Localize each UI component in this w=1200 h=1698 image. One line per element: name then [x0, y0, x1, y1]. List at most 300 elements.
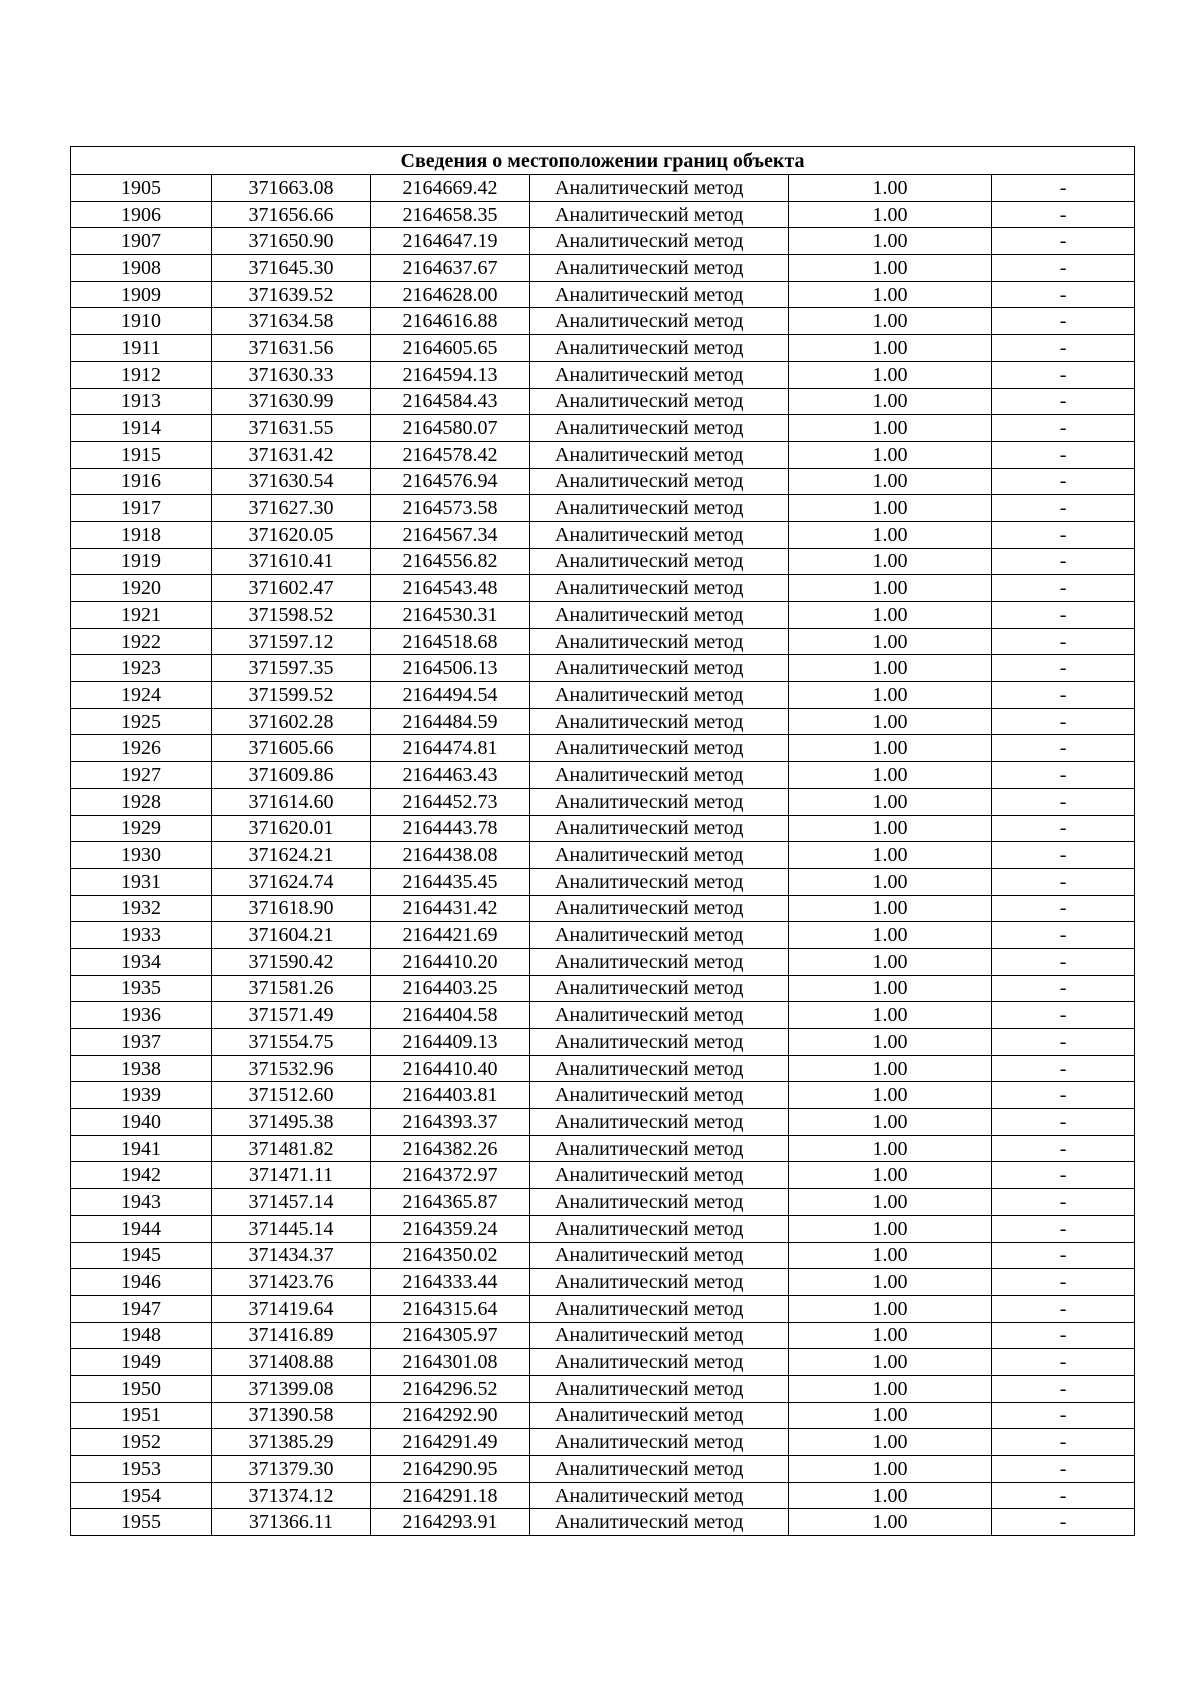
- table-row: [71, 1295, 1135, 1322]
- y-coordinate-cell: 2164350.02: [371, 1242, 530, 1269]
- accuracy-cell: 1.00: [789, 521, 992, 548]
- y-coordinate-cell: 2164291.49: [371, 1429, 530, 1456]
- accuracy-cell: 1.00: [789, 1055, 992, 1082]
- x-coordinate-cell: 371366.11: [212, 1509, 371, 1536]
- x-coordinate-cell: 371630.99: [212, 388, 371, 415]
- table-row: [71, 415, 1135, 442]
- x-coordinate-cell: 371602.47: [212, 575, 371, 602]
- method-cell: Аналитический метод: [530, 361, 789, 388]
- table-row: [71, 441, 1135, 468]
- description-cell: -: [992, 815, 1135, 842]
- method-cell: Аналитический метод: [530, 1055, 789, 1082]
- point-number-cell: 1954: [71, 1482, 212, 1509]
- description-cell: -: [992, 308, 1135, 335]
- accuracy-cell: 1.00: [789, 1135, 992, 1162]
- point-number-cell: 1909: [71, 281, 212, 308]
- accuracy-cell: 1.00: [789, 575, 992, 602]
- table-row: [71, 335, 1135, 362]
- point-number-cell: 1907: [71, 228, 212, 255]
- table-row: [71, 1162, 1135, 1189]
- y-coordinate-cell: 2164580.07: [371, 415, 530, 442]
- accuracy-cell: 1.00: [789, 1456, 992, 1483]
- x-coordinate-cell: 371423.76: [212, 1269, 371, 1296]
- point-number-cell: 1947: [71, 1295, 212, 1322]
- point-number-cell: 1923: [71, 655, 212, 682]
- y-coordinate-cell: 2164409.13: [371, 1029, 530, 1056]
- table-row: [71, 468, 1135, 495]
- point-number-cell: 1920: [71, 575, 212, 602]
- point-number-cell: 1913: [71, 388, 212, 415]
- x-coordinate-cell: 371618.90: [212, 895, 371, 922]
- table-row: [71, 575, 1135, 602]
- description-cell: -: [992, 1402, 1135, 1429]
- accuracy-cell: 1.00: [789, 175, 992, 202]
- y-coordinate-cell: 2164403.25: [371, 975, 530, 1002]
- accuracy-cell: 1.00: [789, 788, 992, 815]
- method-cell: Аналитический метод: [530, 308, 789, 335]
- accuracy-cell: 1.00: [789, 1242, 992, 1269]
- table-row: [71, 735, 1135, 762]
- accuracy-cell: 1.00: [789, 1295, 992, 1322]
- method-cell: Аналитический метод: [530, 815, 789, 842]
- y-coordinate-cell: 2164293.91: [371, 1509, 530, 1536]
- description-cell: -: [992, 1082, 1135, 1109]
- x-coordinate-cell: 371604.21: [212, 922, 371, 949]
- description-cell: -: [992, 1295, 1135, 1322]
- x-coordinate-cell: 371614.60: [212, 788, 371, 815]
- description-cell: -: [992, 1135, 1135, 1162]
- accuracy-cell: 1.00: [789, 201, 992, 228]
- accuracy-cell: 1.00: [789, 975, 992, 1002]
- method-cell: Аналитический метод: [530, 255, 789, 282]
- description-cell: -: [992, 842, 1135, 869]
- description-cell: -: [992, 868, 1135, 895]
- accuracy-cell: 1.00: [789, 441, 992, 468]
- y-coordinate-cell: 2164584.43: [371, 388, 530, 415]
- point-number-cell: 1921: [71, 602, 212, 629]
- point-number-cell: 1935: [71, 975, 212, 1002]
- method-cell: Аналитический метод: [530, 1509, 789, 1536]
- point-number-cell: 1949: [71, 1349, 212, 1376]
- y-coordinate-cell: 2164494.54: [371, 682, 530, 709]
- point-number-cell: 1908: [71, 255, 212, 282]
- point-number-cell: 1939: [71, 1082, 212, 1109]
- description-cell: -: [992, 708, 1135, 735]
- accuracy-cell: 1.00: [789, 1322, 992, 1349]
- x-coordinate-cell: 371656.66: [212, 201, 371, 228]
- description-cell: -: [992, 388, 1135, 415]
- method-cell: Аналитический метод: [530, 495, 789, 522]
- accuracy-cell: 1.00: [789, 468, 992, 495]
- point-number-cell: 1941: [71, 1135, 212, 1162]
- table-row: [71, 788, 1135, 815]
- method-cell: Аналитический метод: [530, 682, 789, 709]
- method-cell: Аналитический метод: [530, 548, 789, 575]
- y-coordinate-cell: 2164291.18: [371, 1482, 530, 1509]
- point-number-cell: 1929: [71, 815, 212, 842]
- description-cell: -: [992, 1375, 1135, 1402]
- accuracy-cell: 1.00: [789, 1429, 992, 1456]
- y-coordinate-cell: 2164292.90: [371, 1402, 530, 1429]
- accuracy-cell: 1.00: [789, 1375, 992, 1402]
- x-coordinate-cell: 371609.86: [212, 762, 371, 789]
- accuracy-cell: 1.00: [789, 1029, 992, 1056]
- point-number-cell: 1944: [71, 1215, 212, 1242]
- table-row: [71, 1456, 1135, 1483]
- accuracy-cell: 1.00: [789, 255, 992, 282]
- y-coordinate-cell: 2164658.35: [371, 201, 530, 228]
- x-coordinate-cell: 371610.41: [212, 548, 371, 575]
- method-cell: Аналитический метод: [530, 281, 789, 308]
- method-cell: Аналитический метод: [530, 948, 789, 975]
- accuracy-cell: 1.00: [789, 388, 992, 415]
- table-row: [71, 281, 1135, 308]
- method-cell: Аналитический метод: [530, 895, 789, 922]
- description-cell: -: [992, 335, 1135, 362]
- y-coordinate-cell: 2164410.40: [371, 1055, 530, 1082]
- point-number-cell: 1928: [71, 788, 212, 815]
- y-coordinate-cell: 2164452.73: [371, 788, 530, 815]
- point-number-cell: 1938: [71, 1055, 212, 1082]
- x-coordinate-cell: 371481.82: [212, 1135, 371, 1162]
- point-number-cell: 1948: [71, 1322, 212, 1349]
- x-coordinate-cell: 371390.58: [212, 1402, 371, 1429]
- description-cell: -: [992, 975, 1135, 1002]
- point-number-cell: 1937: [71, 1029, 212, 1056]
- description-cell: -: [992, 495, 1135, 522]
- accuracy-cell: 1.00: [789, 308, 992, 335]
- description-cell: -: [992, 1242, 1135, 1269]
- description-cell: -: [992, 361, 1135, 388]
- accuracy-cell: 1.00: [789, 335, 992, 362]
- description-cell: -: [992, 1029, 1135, 1056]
- point-number-cell: 1906: [71, 201, 212, 228]
- accuracy-cell: 1.00: [789, 415, 992, 442]
- method-cell: Аналитический метод: [530, 1082, 789, 1109]
- table-row: [71, 1189, 1135, 1216]
- x-coordinate-cell: 371471.11: [212, 1162, 371, 1189]
- x-coordinate-cell: 371408.88: [212, 1349, 371, 1376]
- description-cell: -: [992, 548, 1135, 575]
- description-cell: -: [992, 521, 1135, 548]
- accuracy-cell: 1.00: [789, 655, 992, 682]
- method-cell: Аналитический метод: [530, 1375, 789, 1402]
- y-coordinate-cell: 2164484.59: [371, 708, 530, 735]
- y-coordinate-cell: 2164305.97: [371, 1322, 530, 1349]
- table-row: [71, 1055, 1135, 1082]
- x-coordinate-cell: 371399.08: [212, 1375, 371, 1402]
- method-cell: Аналитический метод: [530, 521, 789, 548]
- y-coordinate-cell: 2164359.24: [371, 1215, 530, 1242]
- x-coordinate-cell: 371581.26: [212, 975, 371, 1002]
- accuracy-cell: 1.00: [789, 868, 992, 895]
- accuracy-cell: 1.00: [789, 1509, 992, 1536]
- y-coordinate-cell: 2164365.87: [371, 1189, 530, 1216]
- point-number-cell: 1914: [71, 415, 212, 442]
- y-coordinate-cell: 2164578.42: [371, 441, 530, 468]
- method-cell: Аналитический метод: [530, 468, 789, 495]
- accuracy-cell: 1.00: [789, 1269, 992, 1296]
- y-coordinate-cell: 2164573.58: [371, 495, 530, 522]
- description-cell: -: [992, 762, 1135, 789]
- table-row: [71, 1242, 1135, 1269]
- table-row: [71, 388, 1135, 415]
- method-cell: Аналитический метод: [530, 1295, 789, 1322]
- y-coordinate-cell: 2164296.52: [371, 1375, 530, 1402]
- method-cell: Аналитический метод: [530, 842, 789, 869]
- point-number-cell: 1931: [71, 868, 212, 895]
- method-cell: Аналитический метод: [530, 868, 789, 895]
- table-row: [71, 922, 1135, 949]
- y-coordinate-cell: 2164594.13: [371, 361, 530, 388]
- description-cell: -: [992, 1002, 1135, 1029]
- method-cell: Аналитический метод: [530, 1482, 789, 1509]
- x-coordinate-cell: 371639.52: [212, 281, 371, 308]
- table-row: [71, 708, 1135, 735]
- method-cell: Аналитический метод: [530, 1109, 789, 1136]
- x-coordinate-cell: 371631.42: [212, 441, 371, 468]
- point-number-cell: 1922: [71, 628, 212, 655]
- y-coordinate-cell: 2164616.88: [371, 308, 530, 335]
- x-coordinate-cell: 371374.12: [212, 1482, 371, 1509]
- point-number-cell: 1924: [71, 682, 212, 709]
- description-cell: -: [992, 1189, 1135, 1216]
- table-row: [71, 842, 1135, 869]
- method-cell: Аналитический метод: [530, 388, 789, 415]
- method-cell: Аналитический метод: [530, 175, 789, 202]
- description-cell: -: [992, 1349, 1135, 1376]
- y-coordinate-cell: 2164463.43: [371, 762, 530, 789]
- description-cell: -: [992, 602, 1135, 629]
- point-number-cell: 1934: [71, 948, 212, 975]
- method-cell: Аналитический метод: [530, 575, 789, 602]
- description-cell: -: [992, 1322, 1135, 1349]
- y-coordinate-cell: 2164403.81: [371, 1082, 530, 1109]
- method-cell: Аналитический метод: [530, 762, 789, 789]
- x-coordinate-cell: 371597.12: [212, 628, 371, 655]
- description-cell: -: [992, 1456, 1135, 1483]
- y-coordinate-cell: 2164333.44: [371, 1269, 530, 1296]
- accuracy-cell: 1.00: [789, 228, 992, 255]
- y-coordinate-cell: 2164605.65: [371, 335, 530, 362]
- y-coordinate-cell: 2164637.67: [371, 255, 530, 282]
- table-body: [71, 147, 1135, 1536]
- method-cell: Аналитический метод: [530, 735, 789, 762]
- y-coordinate-cell: 2164410.20: [371, 948, 530, 975]
- y-coordinate-cell: 2164543.48: [371, 575, 530, 602]
- method-cell: Аналитический метод: [530, 1269, 789, 1296]
- x-coordinate-cell: 371532.96: [212, 1055, 371, 1082]
- description-cell: -: [992, 228, 1135, 255]
- x-coordinate-cell: 371416.89: [212, 1322, 371, 1349]
- table-row: [71, 762, 1135, 789]
- accuracy-cell: 1.00: [789, 682, 992, 709]
- x-coordinate-cell: 371631.55: [212, 415, 371, 442]
- y-coordinate-cell: 2164669.42: [371, 175, 530, 202]
- accuracy-cell: 1.00: [789, 1109, 992, 1136]
- point-number-cell: 1952: [71, 1429, 212, 1456]
- x-coordinate-cell: 371630.54: [212, 468, 371, 495]
- table-row: [71, 1429, 1135, 1456]
- accuracy-cell: 1.00: [789, 815, 992, 842]
- point-number-cell: 1932: [71, 895, 212, 922]
- description-cell: -: [992, 1055, 1135, 1082]
- table-row: [71, 1269, 1135, 1296]
- point-number-cell: 1953: [71, 1456, 212, 1483]
- y-coordinate-cell: 2164372.97: [371, 1162, 530, 1189]
- y-coordinate-cell: 2164518.68: [371, 628, 530, 655]
- description-cell: -: [992, 1162, 1135, 1189]
- description-cell: -: [992, 735, 1135, 762]
- method-cell: Аналитический метод: [530, 628, 789, 655]
- x-coordinate-cell: 371385.29: [212, 1429, 371, 1456]
- y-coordinate-cell: 2164290.95: [371, 1456, 530, 1483]
- point-number-cell: 1911: [71, 335, 212, 362]
- point-number-cell: 1946: [71, 1269, 212, 1296]
- table-row: [71, 1082, 1135, 1109]
- x-coordinate-cell: 371590.42: [212, 948, 371, 975]
- table-row: [71, 655, 1135, 682]
- y-coordinate-cell: 2164647.19: [371, 228, 530, 255]
- description-cell: -: [992, 948, 1135, 975]
- accuracy-cell: 1.00: [789, 1349, 992, 1376]
- accuracy-cell: 1.00: [789, 1162, 992, 1189]
- point-number-cell: 1945: [71, 1242, 212, 1269]
- y-coordinate-cell: 2164421.69: [371, 922, 530, 949]
- point-number-cell: 1925: [71, 708, 212, 735]
- method-cell: Аналитический метод: [530, 1215, 789, 1242]
- description-cell: -: [992, 628, 1135, 655]
- y-coordinate-cell: 2164301.08: [371, 1349, 530, 1376]
- y-coordinate-cell: 2164435.45: [371, 868, 530, 895]
- y-coordinate-cell: 2164315.64: [371, 1295, 530, 1322]
- method-cell: Аналитический метод: [530, 1429, 789, 1456]
- x-coordinate-cell: 371512.60: [212, 1082, 371, 1109]
- table-row: [71, 1482, 1135, 1509]
- accuracy-cell: 1.00: [789, 602, 992, 629]
- x-coordinate-cell: 371495.38: [212, 1109, 371, 1136]
- table-row: [71, 255, 1135, 282]
- x-coordinate-cell: 371624.21: [212, 842, 371, 869]
- table-row: [71, 1509, 1135, 1536]
- point-number-cell: 1942: [71, 1162, 212, 1189]
- x-coordinate-cell: 371445.14: [212, 1215, 371, 1242]
- table-row: [71, 1215, 1135, 1242]
- accuracy-cell: 1.00: [789, 1189, 992, 1216]
- method-cell: Аналитический метод: [530, 708, 789, 735]
- accuracy-cell: 1.00: [789, 762, 992, 789]
- description-cell: -: [992, 415, 1135, 442]
- x-coordinate-cell: 371605.66: [212, 735, 371, 762]
- x-coordinate-cell: 371554.75: [212, 1029, 371, 1056]
- description-cell: -: [992, 1482, 1135, 1509]
- method-cell: Аналитический метод: [530, 1242, 789, 1269]
- accuracy-cell: 1.00: [789, 495, 992, 522]
- accuracy-cell: 1.00: [789, 548, 992, 575]
- accuracy-cell: 1.00: [789, 1402, 992, 1429]
- description-cell: -: [992, 255, 1135, 282]
- method-cell: Аналитический метод: [530, 335, 789, 362]
- method-cell: Аналитический метод: [530, 1322, 789, 1349]
- accuracy-cell: 1.00: [789, 842, 992, 869]
- method-cell: Аналитический метод: [530, 1162, 789, 1189]
- table-row: [71, 175, 1135, 202]
- method-cell: Аналитический метод: [530, 1456, 789, 1483]
- table-row: [71, 1029, 1135, 1056]
- y-coordinate-cell: 2164438.08: [371, 842, 530, 869]
- method-cell: Аналитический метод: [530, 922, 789, 949]
- method-cell: Аналитический метод: [530, 1349, 789, 1376]
- accuracy-cell: 1.00: [789, 361, 992, 388]
- x-coordinate-cell: 371663.08: [212, 175, 371, 202]
- method-cell: Аналитический метод: [530, 415, 789, 442]
- method-cell: Аналитический метод: [530, 1002, 789, 1029]
- table-row: [71, 1135, 1135, 1162]
- accuracy-cell: 1.00: [789, 922, 992, 949]
- x-coordinate-cell: 371419.64: [212, 1295, 371, 1322]
- point-number-cell: 1915: [71, 441, 212, 468]
- table-row: [71, 548, 1135, 575]
- method-cell: Аналитический метод: [530, 602, 789, 629]
- point-number-cell: 1916: [71, 468, 212, 495]
- x-coordinate-cell: 371597.35: [212, 655, 371, 682]
- point-number-cell: 1926: [71, 735, 212, 762]
- method-cell: Аналитический метод: [530, 228, 789, 255]
- table-row: [71, 975, 1135, 1002]
- y-coordinate-cell: 2164576.94: [371, 468, 530, 495]
- accuracy-cell: 1.00: [789, 895, 992, 922]
- point-number-cell: 1917: [71, 495, 212, 522]
- table-row: [71, 868, 1135, 895]
- x-coordinate-cell: 371571.49: [212, 1002, 371, 1029]
- table-row: [71, 1375, 1135, 1402]
- point-number-cell: 1930: [71, 842, 212, 869]
- y-coordinate-cell: 2164567.34: [371, 521, 530, 548]
- x-coordinate-cell: 371434.37: [212, 1242, 371, 1269]
- method-cell: Аналитический метод: [530, 1029, 789, 1056]
- y-coordinate-cell: 2164556.82: [371, 548, 530, 575]
- y-coordinate-cell: 2164628.00: [371, 281, 530, 308]
- x-coordinate-cell: 371631.56: [212, 335, 371, 362]
- accuracy-cell: 1.00: [789, 1002, 992, 1029]
- point-number-cell: 1951: [71, 1402, 212, 1429]
- x-coordinate-cell: 371599.52: [212, 682, 371, 709]
- x-coordinate-cell: 371379.30: [212, 1456, 371, 1483]
- point-number-cell: 1936: [71, 1002, 212, 1029]
- point-number-cell: 1918: [71, 521, 212, 548]
- table-row: [71, 1349, 1135, 1376]
- y-coordinate-cell: 2164393.37: [371, 1109, 530, 1136]
- method-cell: Аналитический метод: [530, 788, 789, 815]
- table-title: Сведения о местоположении границ объекта: [71, 147, 1135, 175]
- accuracy-cell: 1.00: [789, 1482, 992, 1509]
- x-coordinate-cell: 371602.28: [212, 708, 371, 735]
- x-coordinate-cell: 371634.58: [212, 308, 371, 335]
- description-cell: -: [992, 175, 1135, 202]
- method-cell: Аналитический метод: [530, 441, 789, 468]
- table-row: [71, 521, 1135, 548]
- table-row: [71, 1322, 1135, 1349]
- point-number-cell: 1919: [71, 548, 212, 575]
- table-row: [71, 201, 1135, 228]
- method-cell: Аналитический метод: [530, 1135, 789, 1162]
- x-coordinate-cell: 371645.30: [212, 255, 371, 282]
- description-cell: -: [992, 788, 1135, 815]
- description-cell: -: [992, 201, 1135, 228]
- description-cell: -: [992, 575, 1135, 602]
- y-coordinate-cell: 2164506.13: [371, 655, 530, 682]
- point-number-cell: 1910: [71, 308, 212, 335]
